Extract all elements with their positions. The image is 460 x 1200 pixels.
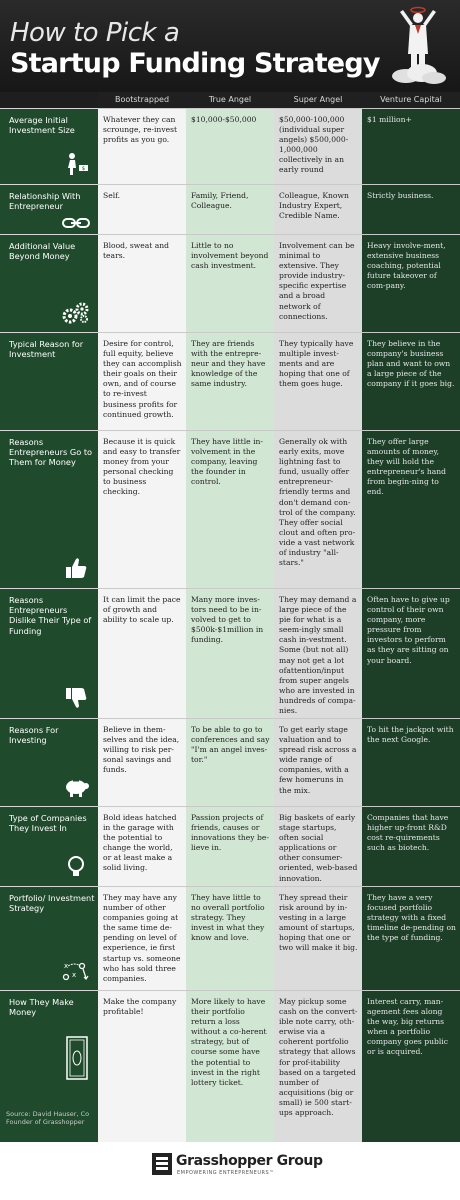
cell-super-angel: Involvement can be minimal to extensive. They provide industry-specific expertise and a broad network of connections. bbox=[274, 234, 362, 332]
cell-super-angel: They spread their risk around by in-vesting in a large amount of startups, hoping that one or two will make it big. bbox=[274, 886, 362, 990]
svg-text:x: x bbox=[72, 971, 77, 979]
row-label: Reasons Entrepreneurs Dislike Their Type of Funding bbox=[0, 588, 98, 718]
title-line-2: Startup Funding Strategy bbox=[10, 48, 380, 79]
cell-venture-capital: They have a very focused portfolio strategy with a fixed timeline de-pending on the type of funding. bbox=[362, 886, 460, 990]
row-label: Additional Value Beyond Money bbox=[0, 234, 98, 332]
row-type-of-companies bbox=[0, 806, 460, 886]
strategy-play-icon bbox=[62, 958, 90, 982]
row-average-initial-investment-size bbox=[0, 108, 460, 184]
cell-venture-capital: They believe in the company's business plan and want to own a large piece of the company if it goes big. bbox=[362, 332, 460, 430]
cell-true-angel: They are friends with the entrepre-neur and they have knowledge of the same industry. bbox=[186, 332, 274, 430]
cell-true-angel: More likely to have their portfolio return a loss without a co-herent strategy, but of course some have the potential to invest in the right lottery ticket. bbox=[186, 990, 274, 1142]
cell-super-angel: To get early stage valuation and to spread risk across a wide range of companies, with a few homeruns in the mix. bbox=[274, 718, 362, 806]
cell-venture-capital: Interest carry, man-agement fees along the way, big returns when a portfolio company goes public or is acquired. bbox=[362, 990, 460, 1142]
cell-bootstrapped: They may have any number of other companies going at the same time de-pending on level of experience, ie first startup vs. someone who has sold three companies. bbox=[98, 886, 186, 990]
svg-text:$: $ bbox=[81, 166, 86, 172]
cell-true-angel: Passion projects of friends, causes or innovations they be-lieve in. bbox=[186, 806, 274, 886]
column-header-super-angel: Super Angel bbox=[274, 92, 362, 108]
cell-bootstrapped: Make the company profitable! bbox=[98, 990, 186, 1142]
header bbox=[0, 0, 460, 92]
cell-venture-capital: Often have to give up control of their own company, more pressure from investors to perform as they are sitting on your board. bbox=[362, 588, 460, 718]
brand-name: Grasshopper Group bbox=[176, 1153, 323, 1169]
row-reasons-entrepreneurs-go-to-them bbox=[0, 430, 460, 588]
cell-true-angel: They have little in-volvement in the company, leaving the founder in control. bbox=[186, 430, 274, 588]
cell-bootstrapped: Because it is quick and easy to transfer money from your personal checking to business checking. bbox=[98, 430, 186, 588]
brand-tagline: EMPOWERING ENTREPRENEURS™ bbox=[177, 1170, 275, 1176]
title-line-1: How to Pick a bbox=[10, 18, 180, 48]
person-money-icon bbox=[62, 152, 90, 176]
cell-super-angel: $50,000-100,000 (individual super angels) $500,000-1,000,000 collectively in an early round bbox=[274, 108, 362, 184]
cell-true-angel: Family, Friend, Colleague. bbox=[186, 184, 274, 234]
cell-super-angel: Colleague, Known Industry Expert, Credible Name. bbox=[274, 184, 362, 234]
row-label: Typical Reason for Investment bbox=[0, 332, 98, 430]
row-label: Relationship With Entrepreneur bbox=[0, 184, 98, 234]
cell-true-angel: Many more inves-tors need to be in-volved to get to $500k-$1million in funding. bbox=[186, 588, 274, 718]
row-label: Portfolio/ Investment Strategy x x bbox=[0, 886, 98, 990]
cell-bootstrapped: Whatever they can scrounge, re-invest profits as you go. bbox=[98, 108, 186, 184]
cell-bootstrapped: Blood, sweat and tears. bbox=[98, 234, 186, 332]
cell-bootstrapped: It can limit the pace of growth and ability to scale up. bbox=[98, 588, 186, 718]
row-reasons-for-investing bbox=[0, 718, 460, 806]
cell-venture-capital: They offer large amounts of money, they will hold the entrepreneur's hand from begin-ning to end. bbox=[362, 430, 460, 588]
cell-bootstrapped: Desire for control, full equity, believe they can accomplish their goals on their own, and of course to re-invest business profits for continued growth. bbox=[98, 332, 186, 430]
cell-true-angel: $10,000-$50,000 bbox=[186, 108, 274, 184]
row-reasons-entrepreneurs-dislike bbox=[0, 588, 460, 718]
cell-super-angel: Generally ok with early exits, move lightning fast to fund, usually offer entrepreneur-friendly terms and don't demand con-trol of the company. They offer social clout and often pro-vide a vast network of industry "all-stars." bbox=[274, 430, 362, 588]
row-typical-reason-for-investment bbox=[0, 332, 460, 430]
column-header-venture-capital: Venture Capital bbox=[362, 92, 460, 108]
cell-venture-capital: Strictly business. bbox=[362, 184, 460, 234]
row-label: Reasons For Investing bbox=[0, 718, 98, 806]
cell-super-angel: They may demand a large piece of the pie for what is a seem-ingly small cash in-vestment. Some (but not all) may not get a lot ofattention/input from super angels who are invested in hundreds of compa-nies. bbox=[274, 588, 362, 718]
row-label: Type of Companies They Invest In bbox=[0, 806, 98, 886]
row-additional-value-beyond-money bbox=[0, 234, 460, 332]
source-credit: Source: David Hauser, Co Founder of Grasshopper bbox=[6, 1110, 90, 1126]
row-relationship-with-entrepreneur bbox=[0, 184, 460, 234]
gears-icon bbox=[62, 300, 90, 324]
businessman-on-cloud-icon bbox=[386, 4, 450, 86]
column-header-bootstrapped: Bootstrapped bbox=[98, 92, 186, 108]
thumbs-down-icon bbox=[62, 686, 90, 710]
footer bbox=[0, 1142, 460, 1200]
cell-true-angel: Little to no involvement beyond cash investment. bbox=[186, 234, 274, 332]
cell-bootstrapped: Believe in them-selves and the idea, willing to risk per-sonal savings and funds. bbox=[98, 718, 186, 806]
thumbs-up-icon bbox=[62, 556, 90, 580]
cell-super-angel: Big baskets of early stage startups, often social applications or other consumer-oriented, web-based innovation. bbox=[274, 806, 362, 886]
cell-true-angel: To be able to go to conferences and say "I'm an angel inves-tor." bbox=[186, 718, 274, 806]
row-portfolio-investment-strategy bbox=[0, 886, 460, 990]
cell-super-angel: May pickup some cash on the convert-ible note carry, oth-erwise via a coherent portfolio strategy that allows for prof-itability based on a targeted number of acquisitions (big or small) ie 500 start-ups approach. bbox=[274, 990, 362, 1142]
cell-venture-capital: Heavy involve-ment, extensive business coaching, potential future takeover of com-pany. bbox=[362, 234, 460, 332]
cell-true-angel: They have little to no overall portfolio strategy. They invest in what they know and love. bbox=[186, 886, 274, 990]
grasshopper-logo-icon bbox=[152, 1153, 172, 1175]
cell-venture-capital: Companies that have higher up-front R&D cost re-quirements such as biotech. bbox=[362, 806, 460, 886]
dollar-bill-icon bbox=[66, 1036, 88, 1080]
lightbulb-icon bbox=[62, 854, 90, 878]
row-label: Reasons Entrepreneurs Go to Them for Money bbox=[0, 430, 98, 588]
piggy-bank-icon bbox=[62, 774, 90, 798]
chain-link-icon bbox=[62, 216, 90, 230]
row-label: How They Make Money bbox=[0, 990, 98, 1142]
column-header-true-angel: True Angel bbox=[186, 92, 274, 108]
cell-super-angel: They typically have multiple invest-ments and are hoping that one of them goes huge. bbox=[274, 332, 362, 430]
svg-text:x: x bbox=[64, 962, 69, 970]
cell-venture-capital: $1 million+ bbox=[362, 108, 460, 184]
row-label: Average Initial Investment Size $ bbox=[0, 108, 98, 184]
cell-bootstrapped: Self. bbox=[98, 184, 186, 234]
cell-venture-capital: To hit the jackpot with the next Google. bbox=[362, 718, 460, 806]
cell-bootstrapped: Bold ideas hatched in the garage with the potential to change the world, or at least make a solid living. bbox=[98, 806, 186, 886]
